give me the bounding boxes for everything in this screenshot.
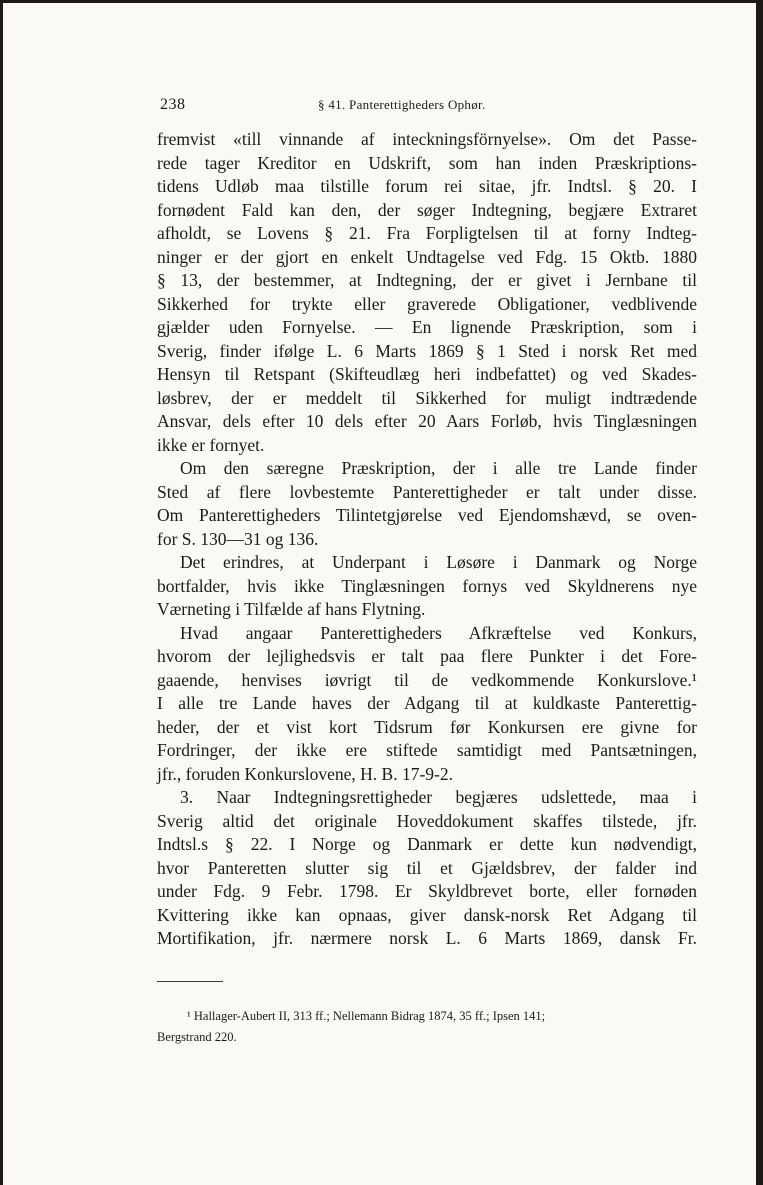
text-line: Mortifikation, jfr. nærmere norsk L. 6 Marts 1869, dansk Fr. [157,928,697,948]
text-line: heder, der et vist kort Tidsrum før Konkursen ere givne for [157,716,697,737]
text-line: Sverig altid det originale Hoveddokument skaffes tilstede, jfr. [157,810,697,831]
text-line: for S. 130—31 og 136. [157,528,319,549]
text-line: hvor Panteretten slutter sig til et Gjældsbrev, der falder ind [157,857,697,878]
text-line: ikke er fornyet. [157,434,265,455]
text-line: Fordringer, der ikke ere stiftede samtidigt med Pantsætningen, [157,740,697,760]
footnote-line: ¹ Hallager-Aubert II, 313 ff.; Nellemann Bidrag 1874, 35 ff.; Ipsen 141; [187,1009,546,1023]
text-line: I alle tre Lande haves der Adgang til at kuldkaste Panterettig- [157,693,697,713]
text-line: Indtsl.s § 22. I Norge og Danmark er dette kun nødvendigt, [157,834,697,854]
text-line: Det erindres, at Underpant i Løsøre i Danmark og Norge [180,552,697,572]
text-line: jfr., foruden Konkurslovene, H. B. 17-9-2. [157,763,453,784]
running-title: § 41. Panterettigheders Ophør. [318,97,486,112]
text-line: under Fdg. 9 Febr. 1798. Er Skyldbrevet borte, eller fornøden [157,881,697,901]
text-line: fornødent Fald kan den, der søger Indtegning, begjære Extraret [157,199,697,220]
text-line: Sikkerhed for trykte eller graverede Obligationer, vedblivende [157,293,697,314]
text-line: Sverig, finder ifølge L. 6 Marts 1869 § 1 Sted i norsk Ret med [157,340,697,361]
text-line: gjælder uden Fornyelse. — En lignende Præskription, som i [157,317,697,337]
text-line: Sted af flere lovbestemte Panterettigheder er talt under disse. [157,481,697,502]
text-line: Om Panterettigheders Tilintetgjørelse ved Ejendomshævd, se oven- [157,505,697,525]
footnote-divider [157,981,223,982]
text-line: løsbrev, der er meddelt til Sikkerhed for muligt indtrædende [157,387,697,408]
text-line: Ansvar, dels efter 10 dels efter 20 Aars Forløb, hvis Tinglæsningen [157,411,697,431]
text-line: Hvad angaar Panterettigheders Afkræftelse ved Konkurs, [180,622,697,643]
footnotes [157,1006,697,1048]
text-line: fremvist «till vinnande af inteckningsförnyelse». Om det Passe- [157,129,697,149]
text-line: Hensyn til Retspant (Skifteudlæg heri indbefattet) og ved Skades- [157,364,697,384]
footnote-line: Bergstrand 220. [157,1030,237,1044]
text-line: § 13, der bestemmer, at Indtegning, der er givet i Jernbane til [157,270,697,290]
text-line: Værneting i Tilfælde af hans Flytning. [157,599,426,619]
text-line: Kvittering ikke kan opnaas, giver dansk-norsk Ret Adgang til [157,904,697,925]
text-line: gaaende, henvises iøvrigt til de vedkommende Konkurslove.¹ [157,669,697,690]
page-number: 238 [160,96,186,113]
text-line: Om den særegne Præskription, der i alle tre Lande finder [180,458,697,478]
text-line: rede tager Kreditor en Udskrift, som han inden Præskriptions- [157,152,697,173]
text-line: ninger er der gjort en enkelt Undtagelse ved Fdg. 15 Oktb. 1880 [157,246,697,267]
body-text [157,128,697,951]
text-line: bortfalder, hvis ikke Tinglæsningen fornys ved Skyldnerens nye [157,575,697,596]
page-header [160,96,700,116]
text-line: afholdt, se Lovens § 21. Fra Forpligtelsen til at forny Indteg- [157,223,697,243]
text-line: 3. Naar Indtegningsrettigheder begjæres udslettede, maa i [180,787,697,807]
text-line: hvorom der lejlighedsvis er talt paa flere Punkter i det Fore- [157,646,697,666]
text-line: tidens Udløb maa tilstille forum rei sitae, jfr. Indtsl. § 20. I [157,176,697,196]
